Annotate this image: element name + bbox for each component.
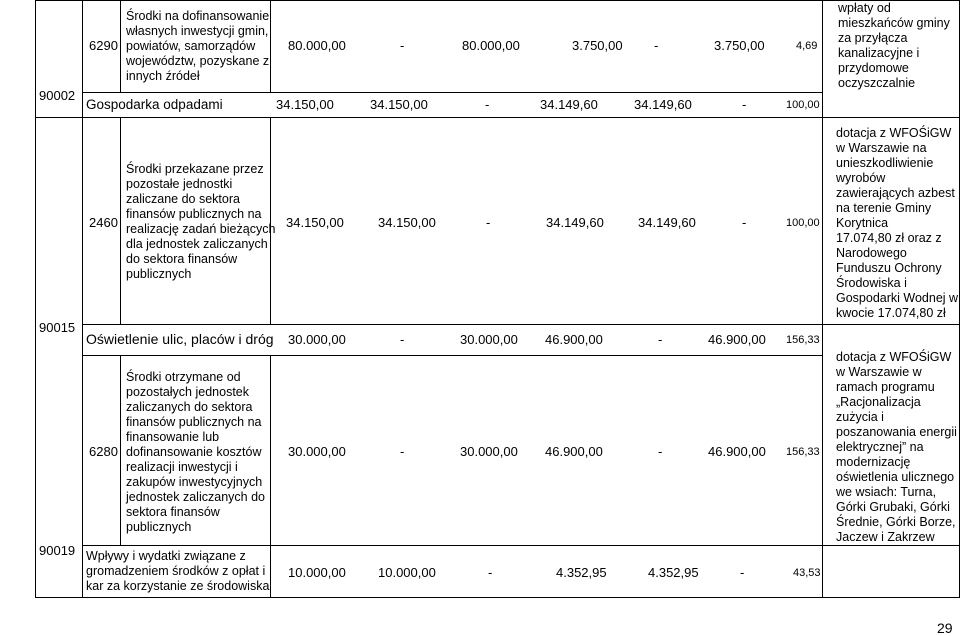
dash: - (654, 38, 659, 53)
note-line: dotacja z WFOŚiGW (836, 126, 952, 140)
percent: 43,53 (793, 567, 821, 579)
dash: - (400, 38, 405, 53)
note-line: poszanowania energii (836, 425, 957, 439)
dash: - (488, 565, 493, 580)
paragraph-code: 2460 (89, 215, 118, 230)
description-line: dofinansowanie kosztów (126, 445, 262, 459)
description-line: Środki na dofinansowanie (126, 9, 270, 23)
rule (120, 0, 121, 92)
note-line: 17.074,80 zł oraz z (836, 231, 942, 245)
rule (82, 92, 822, 93)
note-line: oczyszczalnie (838, 76, 916, 90)
note-line: kanalizacyjne i (838, 46, 920, 60)
note-line: „Racjonalizacja (836, 395, 921, 409)
rule (82, 324, 960, 325)
note-line: zużycia i (836, 410, 884, 424)
plan-amount: 30.000,00 (288, 332, 346, 347)
rule (35, 597, 960, 598)
description-line: finansowanie lub (126, 430, 220, 444)
note-line: Średnie, Górki Borze, (836, 515, 956, 529)
plan-amount: 30.000,00 (288, 444, 346, 459)
dash: - (742, 215, 747, 230)
note-line: zawierających azbest (836, 186, 955, 200)
note-line: Gospodarki Wodnej w (836, 291, 959, 305)
note-line: Korytnica (836, 216, 889, 230)
description-line: własnych inwestycji gmin, (126, 24, 269, 38)
section-title-line: kar za korzystanie ze środowiska (86, 579, 270, 593)
note-line: wyrobów (836, 171, 886, 185)
note-line: we wsiach: Turna, (836, 485, 937, 499)
executed-amount: 3.750,00 (572, 38, 623, 53)
note (838, 1, 950, 91)
description-line: zakupów inwestycyjnych (126, 475, 263, 489)
plan-amount-total: 10.000,00 (378, 565, 436, 580)
note-line: mieszkańców gminy (838, 16, 950, 30)
note-line: w Warszawie w (836, 365, 922, 379)
item-description (126, 9, 269, 84)
section-code: 90019 (39, 543, 76, 558)
section-title: Gospodarka odpadami (86, 97, 223, 112)
rule (82, 0, 83, 597)
executed-amount: 4.352,95 (556, 565, 607, 580)
note-line: ramach programu (836, 380, 935, 394)
rule (270, 0, 271, 92)
paragraph-code: 6290 (89, 38, 118, 53)
executed-amount-total: 46.900,00 (708, 444, 766, 459)
note-line: przydomowe (838, 61, 909, 75)
executed-amount: 34.149,60 (546, 215, 604, 230)
dash: - (658, 444, 663, 459)
note-line: Funduszu Ochrony (836, 261, 942, 275)
plan-amount-total: 34.150,00 (370, 97, 428, 112)
rule (35, 0, 36, 597)
dash: - (400, 444, 405, 459)
note-line: unieszkodliwienie (836, 156, 934, 170)
item-description (126, 162, 275, 282)
percent: 156,33 (786, 446, 820, 458)
rule (822, 0, 823, 597)
percent: 100,00 (786, 99, 820, 111)
description-line: województw, pozyskane z (126, 54, 270, 68)
description-line: powiatów, samorządów (126, 39, 256, 53)
description-line: sektora finansów (126, 505, 220, 519)
executed-amount-total: 46.900,00 (708, 332, 766, 347)
note-line: na terenie Gminy (836, 201, 932, 215)
percent: 100,00 (786, 217, 820, 229)
executed-amount-total: 34.149,60 (634, 97, 692, 112)
plan-amount-total: 34.150,00 (378, 215, 436, 230)
rule (82, 545, 960, 546)
executed-amount: 34.149,60 (540, 97, 598, 112)
section-title (86, 549, 269, 594)
section-title-line: gromadzeniem środków z opłat i (86, 564, 266, 578)
note-line: oświetlenia ulicznego (836, 470, 955, 484)
description-line: do sektora finansów (126, 252, 238, 266)
note-line: w Warszawie na (836, 141, 927, 155)
dash: - (486, 215, 491, 230)
section-code: 90015 (39, 320, 76, 335)
note-line: za przyłącza (838, 31, 908, 45)
plan-amount: 80.000,00 (288, 38, 346, 53)
rule (82, 355, 822, 356)
executed-amount-total: 4.352,95 (648, 565, 699, 580)
rule (270, 355, 271, 597)
executed-amount-total: 34.149,60 (638, 215, 696, 230)
section-title-line: Wpływy i wydatki związane z (86, 549, 246, 563)
note-line: Narodowego (836, 246, 907, 260)
description-line: pozostałych jednostek (126, 385, 249, 399)
note (836, 350, 957, 545)
description-line: realizacji inwestycji i (126, 460, 238, 474)
executed-amount: 46.900,00 (545, 444, 603, 459)
description-line: realizację zadań bieżących (126, 222, 276, 236)
plan-amount: 34.150,00 (276, 97, 334, 112)
note-line: Górki Grubaki, Górki (836, 500, 950, 514)
plan-amount: 34.150,00 (286, 215, 344, 230)
plan-amount-total: 30.000,00 (460, 332, 518, 347)
description-line: finansów publicznych na (126, 415, 262, 429)
plan-amount: 10.000,00 (288, 565, 346, 580)
note-line: dotacja z WFOŚiGW (836, 350, 952, 364)
description-line: jednostek zaliczanych do (126, 490, 265, 504)
executed-amount-total: 3.750,00 (714, 38, 765, 53)
page-number: 29 (937, 620, 953, 636)
plan-amount-total: 80.000,00 (462, 38, 520, 53)
description-line: zaliczanych do sektora (126, 400, 253, 414)
description-line: publicznych (126, 267, 192, 281)
note-line: elektrycznej” na (836, 440, 924, 454)
paragraph-code: 6280 (89, 444, 118, 459)
plan-amount-total: 30.000,00 (460, 444, 518, 459)
description-line: innych źródeł (126, 69, 200, 83)
dash: - (400, 332, 405, 347)
description-line: Środki przekazane przez (126, 162, 264, 176)
section-title: Oświetlenie ulic, placów i dróg (86, 331, 274, 347)
dash: - (740, 565, 745, 580)
dash: - (485, 97, 490, 112)
percent: 4,69 (796, 40, 818, 52)
description-line: zaliczane do sektora (126, 192, 240, 206)
dash: - (742, 97, 747, 112)
description-line: Środki otrzymane od (126, 370, 241, 384)
note-line: wpłaty od (838, 1, 891, 15)
description-line: dla jednostek zaliczanych (126, 237, 268, 251)
percent: 156,33 (786, 334, 820, 346)
rule (120, 355, 121, 545)
note (836, 126, 958, 321)
section-code: 90002 (39, 88, 76, 103)
note-line: Jaczew i Zakrzew (836, 530, 935, 544)
note-line: Środowiska i (836, 276, 907, 290)
description-line: publicznych (126, 520, 192, 534)
note-line: kwocie 17.074,80 zł (836, 306, 946, 320)
description-line: finansów publicznych na (126, 207, 262, 221)
executed-amount: 46.900,00 (545, 332, 603, 347)
rule (120, 117, 121, 324)
description-line: pozostałe jednostki (126, 177, 233, 191)
note-line: modernizację (836, 455, 911, 469)
dash: - (658, 332, 663, 347)
item-description (126, 370, 265, 535)
